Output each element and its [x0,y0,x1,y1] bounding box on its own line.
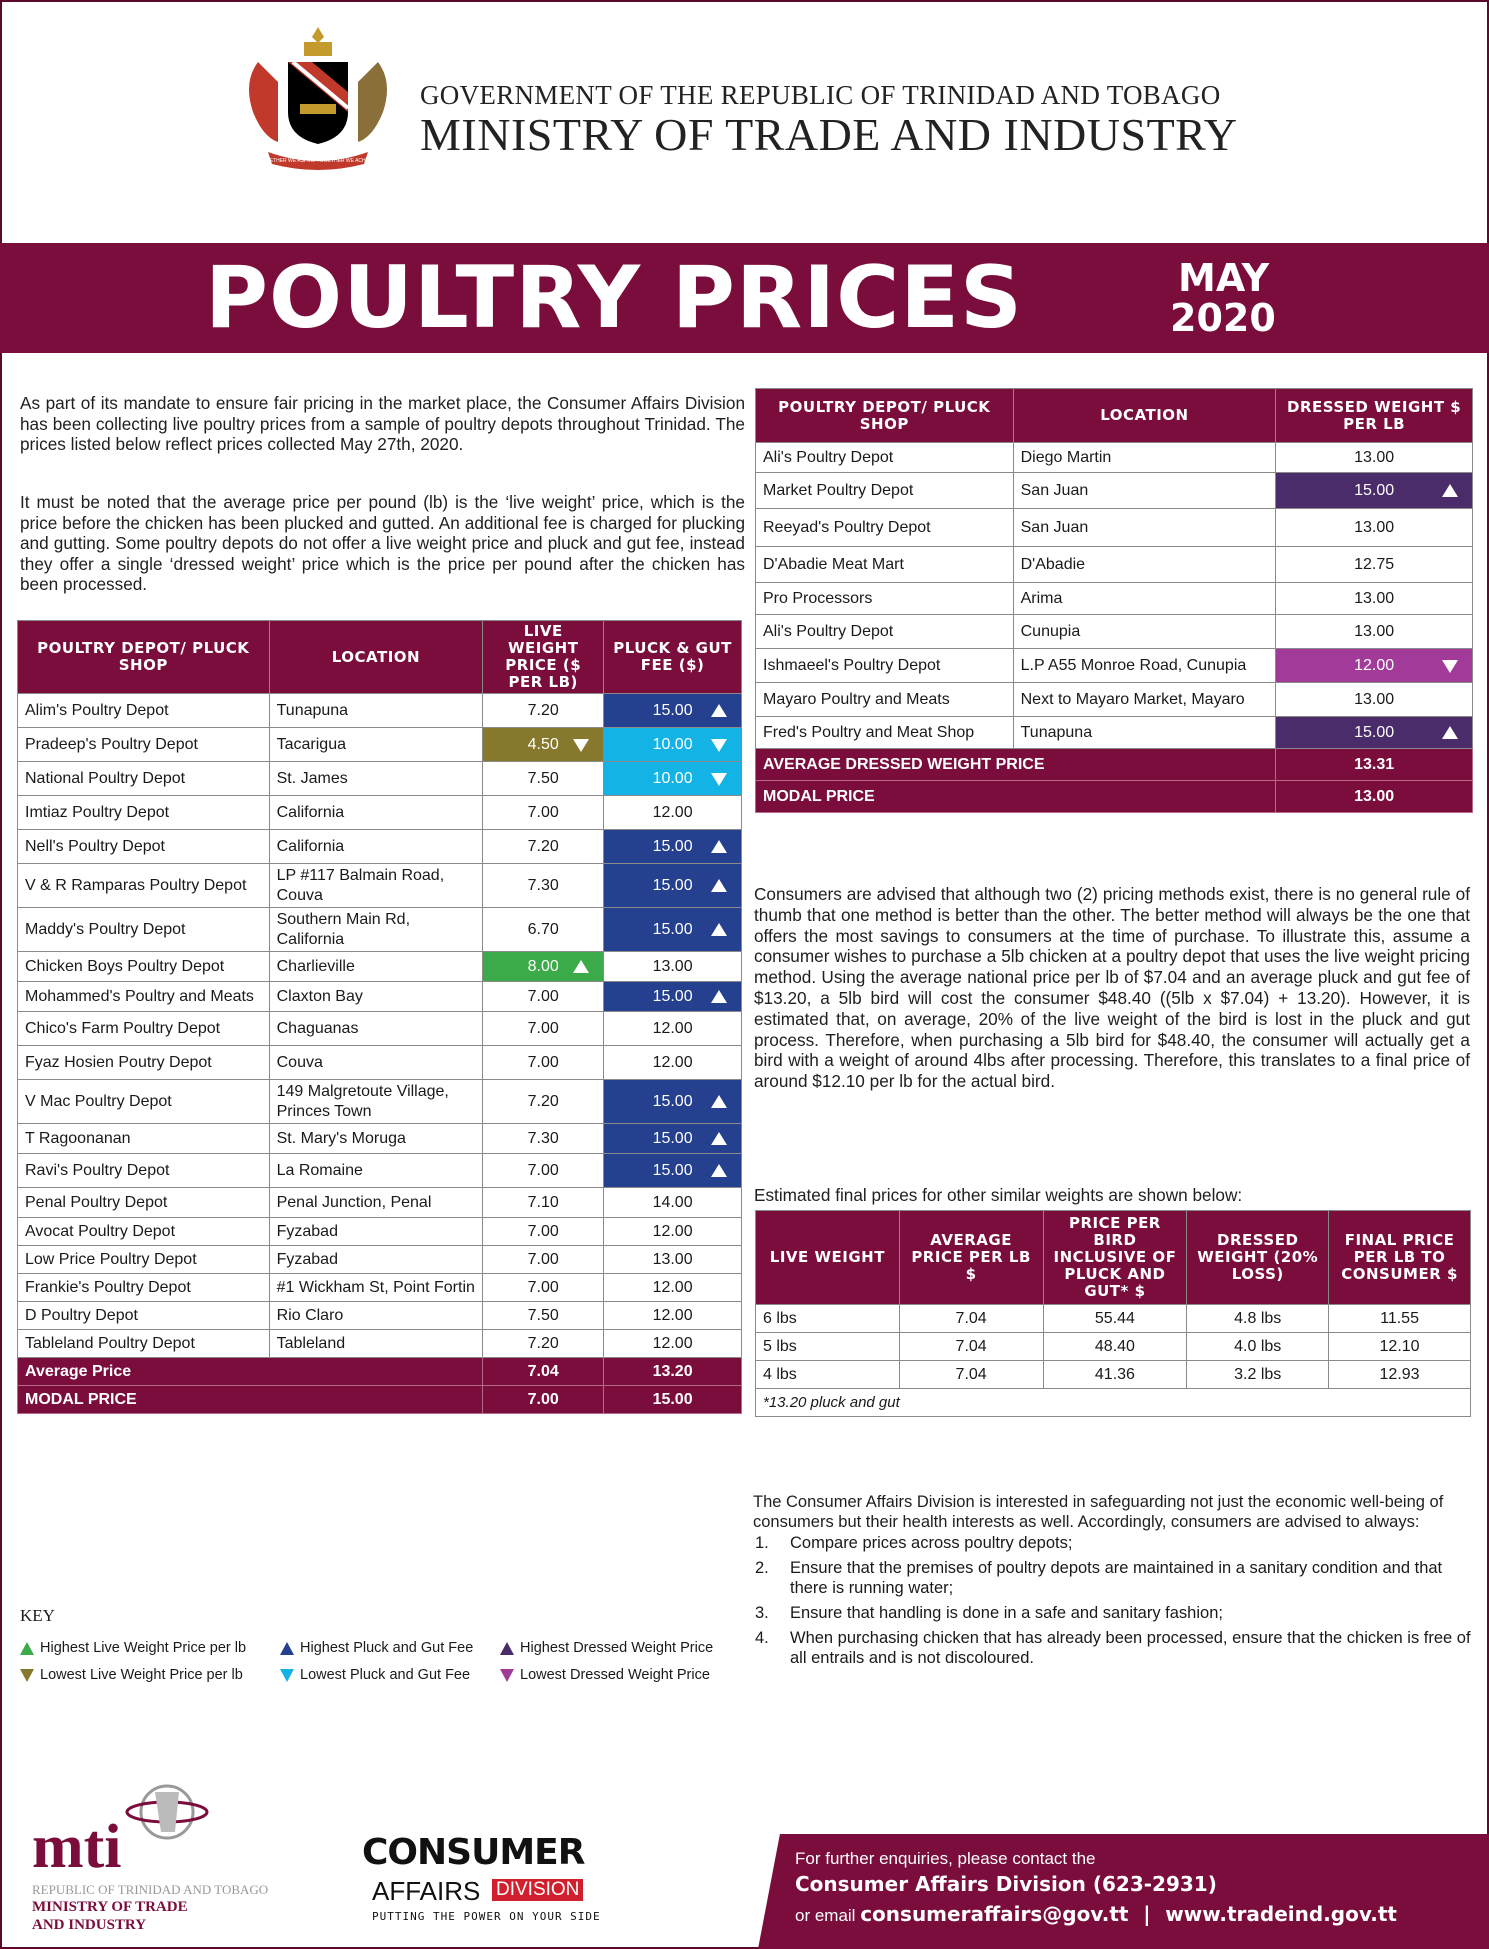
depot-name: Chico's Farm Poultry Depot [18,1012,270,1046]
key-label: Highest Live Weight Price per lb [40,1640,247,1656]
live-weight: 6 lbs [756,1305,900,1333]
triangle-up-icon [711,1132,727,1145]
pluck-gut-fee: 12.00 [604,1012,742,1046]
table-row [756,1305,1471,1333]
depot-location: D'Abadie [1013,547,1276,583]
list-item [753,1628,1473,1668]
list-number: 3. [755,1604,769,1622]
dressed-weight-table [755,388,1473,813]
triangle-up-icon [1442,726,1458,739]
live-weight-price: 7.30 [483,1124,604,1154]
dressed-weight: 4.0 lbs [1187,1333,1329,1361]
header-location: LOCATION [1013,389,1276,443]
pluck-gut-fee: 12.00 [604,1218,742,1246]
dressed-weight-price: 13.00 [1276,583,1473,615]
banner-month: MAY [1178,256,1270,300]
average-label: Average Price [18,1358,483,1386]
depot-name: Mohammed's Poultry and Meats [18,982,270,1012]
list-number: 4. [755,1629,769,1647]
final-price: 11.55 [1329,1305,1471,1333]
cad-word-consumer: CONSUMER [362,1832,585,1873]
estimate-note: *13.20 pluck and gut [756,1389,1471,1417]
live-weight-price: 7.10 [483,1188,604,1218]
triangle-up-icon [711,704,727,717]
average-dressed-price: 13.31 [1276,749,1473,781]
depot-name: Fred's Poultry and Meat Shop [756,717,1014,749]
table-row [18,728,742,762]
live-weight-price: 7.50 [483,1302,604,1330]
depot-name: Pro Processors [756,583,1014,615]
triangle-up-icon [1442,484,1458,497]
pluck-gut-fee: 15.00 [604,694,742,728]
depot-name: Chicken Boys Poultry Depot [18,952,270,982]
list-text: Ensure that the premises of poultry depots are maintained in a sanitary condition and that there is running water; [790,1559,1443,1597]
triangle-up-icon [711,879,727,892]
depot-name: Tableland Poultry Depot [18,1330,270,1358]
table-row [18,796,742,830]
depot-name: Maddy's Poultry Depot [18,908,270,952]
table-row [756,683,1473,717]
triangle-up-icon [711,840,727,853]
cad-tagline: PUTTING THE POWER ON YOUR SIDE [372,1910,601,1923]
table-row [18,1080,742,1124]
table-row [756,547,1473,583]
globe-icon [107,1772,217,1842]
list-number: 1. [755,1534,769,1552]
depot-location: Claxton Bay [269,982,483,1012]
pluck-gut-fee: 15.00 [604,830,742,864]
mti-wordmark: mti [32,1813,122,1881]
depot-name: Nell's Poultry Depot [18,830,270,864]
pluck-gut-fee: 15.00 [604,1080,742,1124]
average-fee: 13.20 [604,1358,742,1386]
depot-location: Tunapuna [1013,717,1276,749]
depot-location: #1 Wickham St, Point Fortin [269,1274,483,1302]
government-title: GOVERNMENT OF THE REPUBLIC OF TRINIDAD AND TOBAGO [420,80,1221,110]
header-live-weight: LIVE WEIGHT [756,1211,900,1305]
triangle-down-icon [500,1669,514,1682]
depot-location: Couva [269,1046,483,1080]
triangle-up-icon [573,960,589,973]
live-weight-price: 8.00 [483,952,604,982]
advice-paragraph: Consumers are advised that although two (2) pricing methods exist, there is no general rule of thumb that one method is better than the other. The better method will always be the one that offers the most savings to consumers at the time of purchase. To illustrate this, assume a consumer wishes to purchase a 5lb chicken at a poultry depot that uses the live weight pricing method. Using the average national price per lb of $7.04 and an average pluck and gut fee of $13.20, a 5lb bird will cost the consumer $48.40 ((5lb x $7.04) + 13.20). However, it is estimated that, on average, 20% of the live weight of the bird is lost in the pluck and gut process. Therefore, when purchasing a 5lb bird for $48.40, the consumer will actually get a bird with a weight of around 4lbs after processing. Therefore, this translates to a final price of around $12.10 per lb for the actual bird. [754,884,1470,1092]
table-row [18,1302,742,1330]
table-row [18,1218,742,1246]
motto-text: TOGETHER WE ASPIRE TOGETHER WE ACHIEVE [258,158,378,164]
table-row [756,509,1473,547]
live-weight-price: 6.70 [483,908,604,952]
list-item [753,1533,1473,1553]
pluck-gut-fee: 12.00 [604,1330,742,1358]
table-row [18,1124,742,1154]
pluck-gut-fee: 13.00 [604,1246,742,1274]
health-list [753,1533,1473,1673]
header-average-price: AVERAGE PRICE PER LB $ [899,1211,1043,1305]
table-row [18,1046,742,1080]
pluck-gut-fee: 14.00 [604,1188,742,1218]
live-weight-price: 7.20 [483,694,604,728]
depot-location: Diego Martin [1013,443,1276,473]
average-price: 7.04 [899,1361,1043,1389]
header-pluck-gut-fee: PLUCK & GUT FEE ($) [604,621,742,694]
consumer-affairs-logo [362,1832,622,1932]
table-row [18,864,742,908]
pluck-gut-fee: 10.00 [604,728,742,762]
depot-location: Tunapuna [269,694,483,728]
depot-location: San Juan [1013,473,1276,509]
dressed-weight-price: 13.00 [1276,615,1473,649]
dressed-weight-price: 12.75 [1276,547,1473,583]
list-item [753,1558,1473,1598]
table-row [756,717,1473,749]
dressed-weight-price: 15.00 [1276,473,1473,509]
key-item [280,1640,473,1656]
depot-location: Charlieville [269,952,483,982]
contact-line-1: For further enquiries, please contact the [795,1849,1096,1868]
list-item [753,1603,1473,1623]
depot-location: Fyzabad [269,1218,483,1246]
mti-logo [22,1772,342,1942]
triangle-down-icon [573,739,589,752]
triangle-up-icon [500,1642,514,1655]
list-text: Ensure that handling is done in a safe and sanitary fashion; [790,1604,1223,1622]
live-weight-price: 7.00 [483,1218,604,1246]
depot-name: Penal Poultry Depot [18,1188,270,1218]
depot-location: L.P A55 Monroe Road, Cunupia [1013,649,1276,683]
pluck-gut-fee: 15.00 [604,1154,742,1188]
key-label: Highest Pluck and Gut Fee [300,1640,474,1656]
ministry-title: MINISTRY OF TRADE AND INDUSTRY [420,109,1238,160]
live-weight-price: 7.00 [483,1246,604,1274]
live-weight-price: 7.00 [483,796,604,830]
live-weight-price: 7.00 [483,1046,604,1080]
dressed-weight: 4.8 lbs [1187,1305,1329,1333]
depot-name: Reeyad's Poultry Depot [756,509,1014,547]
pluck-gut-fee: 12.00 [604,796,742,830]
list-number: 2. [755,1559,769,1577]
pluck-gut-fee: 15.00 [604,908,742,952]
key-label: Lowest Pluck and Gut Fee [300,1667,471,1683]
health-intro: The Consumer Affairs Division is interested in safeguarding not just the economic well-being of consumers but their health interests as well. Accordingly, consumers are advised to always: [753,1493,1444,1531]
estimate-intro: Estimated final prices for other similar weights are shown below: [754,1185,1243,1205]
modal-dressed-label: MODAL PRICE [756,781,1276,813]
key-label: Lowest Dressed Weight Price [520,1667,710,1683]
price-per-bird: 41.36 [1043,1361,1187,1389]
key-item [500,1667,710,1683]
contact-separator: | [1143,1902,1151,1926]
intro-paragraph-2: It must be noted that the average price per pound (lb) is the ‘live weight’ price, which is the price before the chicken has been plucked and gutted. An additional fee is charged for plucking and gutting. Some poultry depots do not offer a live weight price and pluck and gut fee, instead they offer a single ‘dressed weight’ price which is the price per pound after the chicken has been processed. [20,492,745,595]
live-weight: 4 lbs [756,1361,900,1389]
table-row [18,762,742,796]
depot-location: Tableland [269,1330,483,1358]
depot-location: Arima [1013,583,1276,615]
key-item [280,1667,470,1683]
depot-name: Low Price Poultry Depot [18,1246,270,1274]
contact-website-link[interactable]: www.tradeind.gov.tt [1165,1902,1397,1926]
average-price: 7.04 [899,1333,1043,1361]
header-dressed-weight: DRESSED WEIGHT $ PER LB [1276,389,1473,443]
header-final-price: FINAL PRICE PER LB TO CONSUMER $ [1329,1211,1471,1305]
average-price: 7.04 [899,1305,1043,1333]
table-row [756,615,1473,649]
pluck-gut-fee: 15.00 [604,1124,742,1154]
modal-label: MODAL PRICE [18,1386,483,1414]
pluck-gut-fee: 12.00 [604,1046,742,1080]
pluck-gut-fee: 15.00 [604,864,742,908]
triangle-up-icon [711,1164,727,1177]
depot-name: T Ragoonanan [18,1124,270,1154]
depot-location: St. Mary's Moruga [269,1124,483,1154]
triangle-up-icon [20,1642,34,1655]
table-row [756,443,1473,473]
depot-location: California [269,796,483,830]
dressed-weight: 3.2 lbs [1187,1361,1329,1389]
price-per-bird: 48.40 [1043,1333,1187,1361]
depot-location: 149 Malgretoute Village, Princes Town [269,1080,483,1124]
modal-dressed-price: 13.00 [1276,781,1473,813]
depot-location: Rio Claro [269,1302,483,1330]
banner-title: POULTRY PRICES [205,248,1023,348]
header-live-weight: LIVE WEIGHT PRICE ($ PER LB) [483,621,604,694]
modal-live: 7.00 [483,1386,604,1414]
triangle-up-icon [280,1642,294,1655]
table-row [18,1154,742,1188]
pluck-gut-fee: 10.00 [604,762,742,796]
depot-location: Tacarigua [269,728,483,762]
depot-name: Ishmaeel's Poultry Depot [756,649,1014,683]
depot-name: Avocat Poultry Depot [18,1218,270,1246]
depot-location: Fyzabad [269,1246,483,1274]
mti-line-3: AND INDUSTRY [32,1917,147,1933]
average-dressed-label: AVERAGE DRESSED WEIGHT PRICE [756,749,1276,781]
depot-name: Ali's Poultry Depot [756,615,1014,649]
depot-name: Ali's Poultry Depot [756,443,1014,473]
live-weight-table [17,620,742,1414]
header-dressed-weight: DRESSED WEIGHT (20% LOSS) [1187,1211,1329,1305]
triangle-down-icon [20,1669,34,1682]
intro-paragraph-1: As part of its mandate to ensure fair pricing in the market place, the Consumer Affairs Division has been collecting live poultry prices from a sample of poultry depots throughout Trinidad. The prices listed below reflect prices collected May 27th, 2020. [20,393,745,455]
depot-name: D'Abadie Meat Mart [756,547,1014,583]
price-per-bird: 55.44 [1043,1305,1187,1333]
average-live: 7.04 [483,1358,604,1386]
pluck-gut-fee: 13.00 [604,952,742,982]
banner-year: 2020 [1170,296,1276,340]
depot-name: Frankie's Poultry Depot [18,1274,270,1302]
contact-email-prefix: or email [795,1906,856,1925]
dressed-weight-price: 13.00 [1276,509,1473,547]
depot-location: Southern Main Rd, California [269,908,483,952]
depot-name: V Mac Poultry Depot [18,1080,270,1124]
table-row [18,1012,742,1046]
table-row [18,1246,742,1274]
pluck-gut-fee: 12.00 [604,1274,742,1302]
cad-word-affairs: AFFAIRS [372,1876,481,1906]
live-weight-price: 7.30 [483,864,604,908]
dressed-weight-price: 13.00 [1276,443,1473,473]
table-row [18,908,742,952]
depot-location: La Romaine [269,1154,483,1188]
dressed-weight-price: 12.00 [1276,649,1473,683]
live-weight-price: 7.20 [483,1330,604,1358]
table-row [18,1330,742,1358]
key-label: Highest Dressed Weight Price [520,1640,714,1656]
table-row [18,952,742,982]
live-weight-price: 7.50 [483,762,604,796]
live-weight-price: 7.00 [483,1154,604,1188]
pluck-gut-fee: 12.00 [604,1302,742,1330]
dressed-weight-price: 15.00 [1276,717,1473,749]
depot-location: Next to Mayaro Market, Mayaro [1013,683,1276,717]
depot-name: National Poultry Depot [18,762,270,796]
live-weight-price: 7.00 [483,1012,604,1046]
header-depot: POULTRY DEPOT/ PLUCK SHOP [18,621,270,694]
depot-location: Penal Junction, Penal [269,1188,483,1218]
estimate-table [755,1210,1471,1417]
mti-line-2: MINISTRY OF TRADE [32,1899,188,1915]
triangle-down-icon [711,739,727,752]
depot-location: California [269,830,483,864]
triangle-up-icon [711,990,727,1003]
mti-line-1: REPUBLIC OF TRINIDAD AND TOBAGO [32,1882,269,1897]
triangle-down-icon [711,773,727,786]
header-depot: POULTRY DEPOT/ PLUCK SHOP [756,389,1014,443]
cad-word-division: DIVISION [492,1879,583,1901]
live-weight-price: 7.20 [483,1080,604,1124]
depot-location: San Juan [1013,509,1276,547]
depot-location: Cunupia [1013,615,1276,649]
list-text: Compare prices across poultry depots; [790,1534,1073,1552]
depot-location: St. James [269,762,483,796]
table-row [756,649,1473,683]
table-row [756,1333,1471,1361]
table-row [18,1188,742,1218]
contact-line-2: Consumer Affairs Division (623-2931) [795,1872,1217,1896]
header-price-per-bird: PRICE PER BIRD INCLUSIVE OF PLUCK AND GUT* $ [1043,1211,1187,1305]
dressed-weight-price: 13.00 [1276,683,1473,717]
live-weight-price: 7.20 [483,830,604,864]
depot-name: Pradeep's Poultry Depot [18,728,270,762]
header-location: LOCATION [269,621,483,694]
triangle-down-icon [1442,660,1458,673]
list-text: When purchasing chicken that has already been processed, ensure that the chicken is free of all entrails and is not discoloured. [790,1629,1471,1667]
live-weight-price: 7.00 [483,982,604,1012]
table-row [18,1274,742,1302]
banner-date [1170,258,1276,338]
table-row [18,694,742,728]
live-weight: 5 lbs [756,1333,900,1361]
modal-fee: 15.00 [604,1386,742,1414]
depot-name: Mayaro Poultry and Meats [756,683,1014,717]
key-item [500,1640,713,1656]
key-item [20,1667,243,1683]
table-row [756,473,1473,509]
final-price: 12.10 [1329,1333,1471,1361]
depot-name: Ravi's Poultry Depot [18,1154,270,1188]
triangle-down-icon [280,1669,294,1682]
final-price: 12.93 [1329,1361,1471,1389]
table-row [18,982,742,1012]
table-row [756,583,1473,615]
header [0,0,1489,240]
depot-location: Chaguanas [269,1012,483,1046]
key-item [20,1640,246,1656]
table-row [756,1361,1471,1389]
live-weight-price: 7.00 [483,1274,604,1302]
contact-email-link[interactable]: consumeraffairs@gov.tt [860,1902,1129,1926]
live-weight-price: 4.50 [483,728,604,762]
depot-name: V & R Ramparas Poultry Depot [18,864,270,908]
table-row [18,830,742,864]
key-title: KEY [20,1606,55,1625]
depot-name: Imtiaz Poultry Depot [18,796,270,830]
depot-name: D Poultry Depot [18,1302,270,1330]
triangle-up-icon [711,923,727,936]
key-label: Lowest Live Weight Price per lb [40,1667,243,1683]
depot-name: Fyaz Hosien Poutry Depot [18,1046,270,1080]
pluck-gut-fee: 15.00 [604,982,742,1012]
depot-name: Market Poultry Depot [756,473,1014,509]
coat-of-arms-icon [238,22,398,172]
triangle-up-icon [711,1095,727,1108]
contact-line-3 [795,1902,1397,1926]
depot-location: LP #117 Balmain Road, Couva [269,864,483,908]
depot-name: Alim's Poultry Depot [18,694,270,728]
